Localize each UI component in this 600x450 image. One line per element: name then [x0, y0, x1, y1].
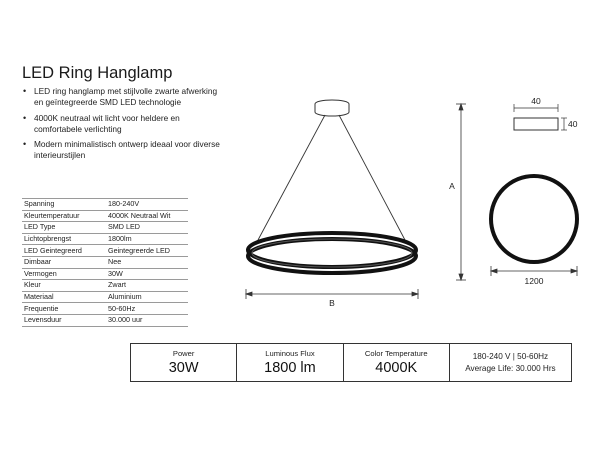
spec-value: SMD LED	[106, 222, 188, 234]
electrical-cell	[450, 344, 571, 381]
spec-value: Zwart	[106, 280, 188, 292]
spec-value: 180-240V	[106, 199, 188, 211]
spec-key: Vermogen	[22, 268, 106, 280]
bullet-icon: •	[23, 86, 27, 96]
summary-bar	[130, 343, 572, 382]
power-cell	[131, 344, 237, 381]
ceiling-canopy	[315, 100, 349, 116]
spec-key: LED Type	[22, 222, 106, 234]
spec-value: Nee	[106, 256, 188, 268]
product-title: LED Ring Hanglamp	[22, 64, 173, 82]
height-label: A	[449, 181, 455, 191]
electrical-line: 180-240 V | 50-60Hz	[472, 351, 549, 361]
spec-key: Lichtopbrengst	[22, 233, 106, 245]
spec-key: Dimbaar	[22, 256, 106, 268]
spec-key: Levensduur	[22, 314, 106, 326]
height-dimension	[456, 104, 466, 280]
spec-value: 30W	[106, 268, 188, 280]
profile-section	[514, 104, 567, 130]
flux-label: Luminous Flux	[265, 349, 315, 358]
spec-key: Materiaal	[22, 291, 106, 303]
flux-value: 1800 lm	[264, 360, 316, 376]
spec-value: Aluminium	[106, 291, 188, 303]
color-temp-cell	[344, 344, 450, 381]
profile-height-label: 40	[568, 119, 578, 129]
spec-key: LED Geintegreerd	[22, 245, 106, 257]
ring-front-view	[248, 233, 416, 273]
spec-key: Frequentie	[22, 303, 106, 315]
spec-value: 50-60Hz	[106, 303, 188, 315]
width-label: B	[329, 298, 335, 308]
spec-key: Kleur	[22, 280, 106, 292]
bullet-icon: •	[23, 112, 27, 123]
bullet-icon: •	[23, 139, 27, 150]
diameter-label: 1200	[524, 276, 544, 286]
spec-key: Spanning	[22, 199, 106, 211]
color-temp-label: Color Temperature	[364, 349, 428, 358]
ring-top-view	[491, 176, 577, 262]
profile-width-label: 40	[531, 96, 541, 106]
feature-text: LED ring hanglamp met stijlvolle zwarte afwerking en geïntegreerde SMD LED technologie	[34, 86, 218, 108]
diameter-dimension	[491, 266, 577, 276]
spec-value: 30.000 uur	[106, 314, 188, 326]
suspension-cables	[258, 115, 405, 240]
color-temp-value: 4000K	[375, 360, 418, 376]
flux-cell	[237, 344, 343, 381]
spec-value: 1800lm	[106, 233, 188, 245]
spec-value: 4000K Neutraal Wit	[106, 210, 188, 222]
feature-text: 4000K neutraal wit licht voor heldere en comfortabele verlichting	[34, 112, 180, 134]
life-line: Average Life: 30.000 Hrs	[465, 363, 556, 373]
power-value: 30W	[168, 360, 199, 376]
power-label: Power	[172, 349, 195, 358]
feature-text: Modern minimalistisch ontwerp ideaal voor diverse interieurstijlen	[34, 139, 220, 161]
spec-value: Geintegreerde LED	[106, 245, 188, 257]
spec-key: Kleurtemperatuur	[22, 210, 106, 222]
